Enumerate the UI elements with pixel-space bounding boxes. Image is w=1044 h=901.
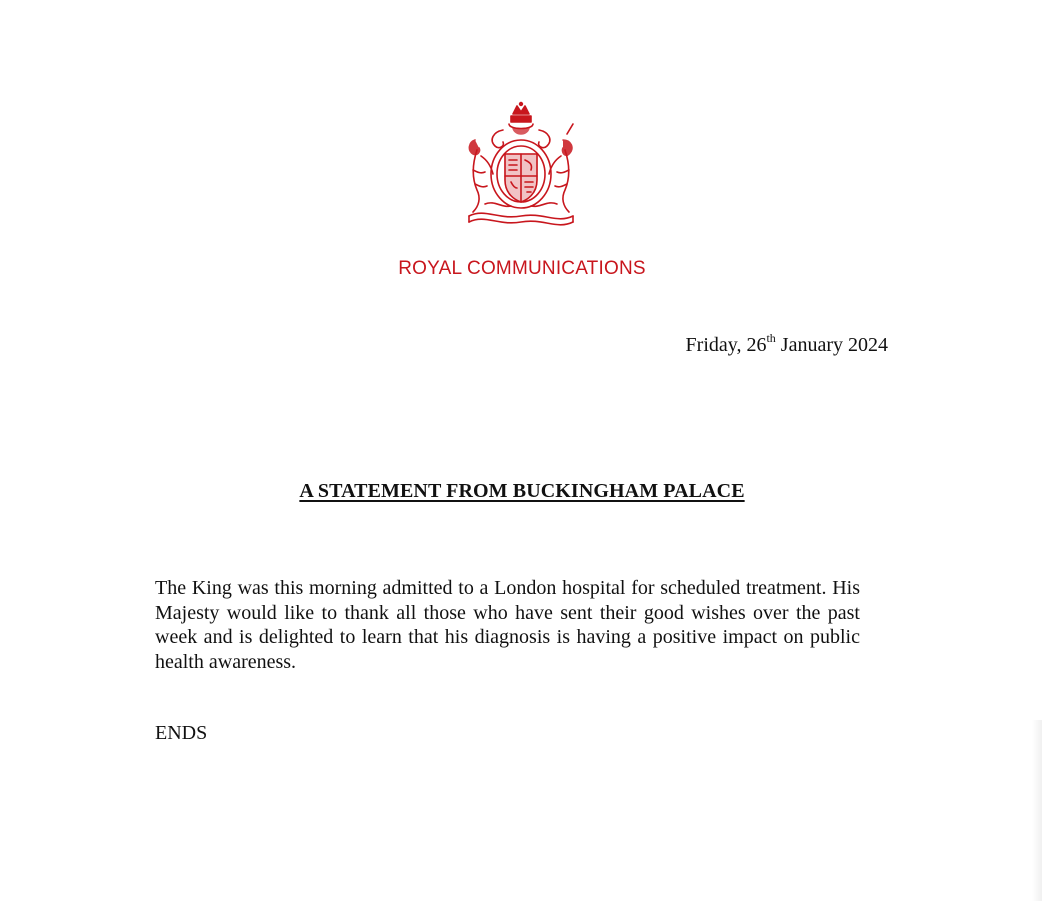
page-edge-shadow xyxy=(1032,720,1042,901)
royal-crest-icon xyxy=(455,100,587,230)
statement-title: A STATEMENT FROM BUCKINGHAM PALACE xyxy=(299,480,745,502)
date-suffix: January 2024 xyxy=(775,334,888,356)
release-date xyxy=(685,331,888,357)
date-ordinal-suffix: th xyxy=(766,331,776,345)
organization-name: ROYAL COMMUNICATIONS xyxy=(398,258,646,279)
statement-closing: ENDS xyxy=(155,722,208,744)
date-prefix: Friday, 26 xyxy=(685,334,767,356)
statement-body: The King was this morning admitted to a London hospital for scheduled treatment. His Majesty would like to thank all those who have sent their good wishes over the past week and is delighted to learn that his diagnosis is having a positive impact on public health awareness. xyxy=(155,577,860,673)
